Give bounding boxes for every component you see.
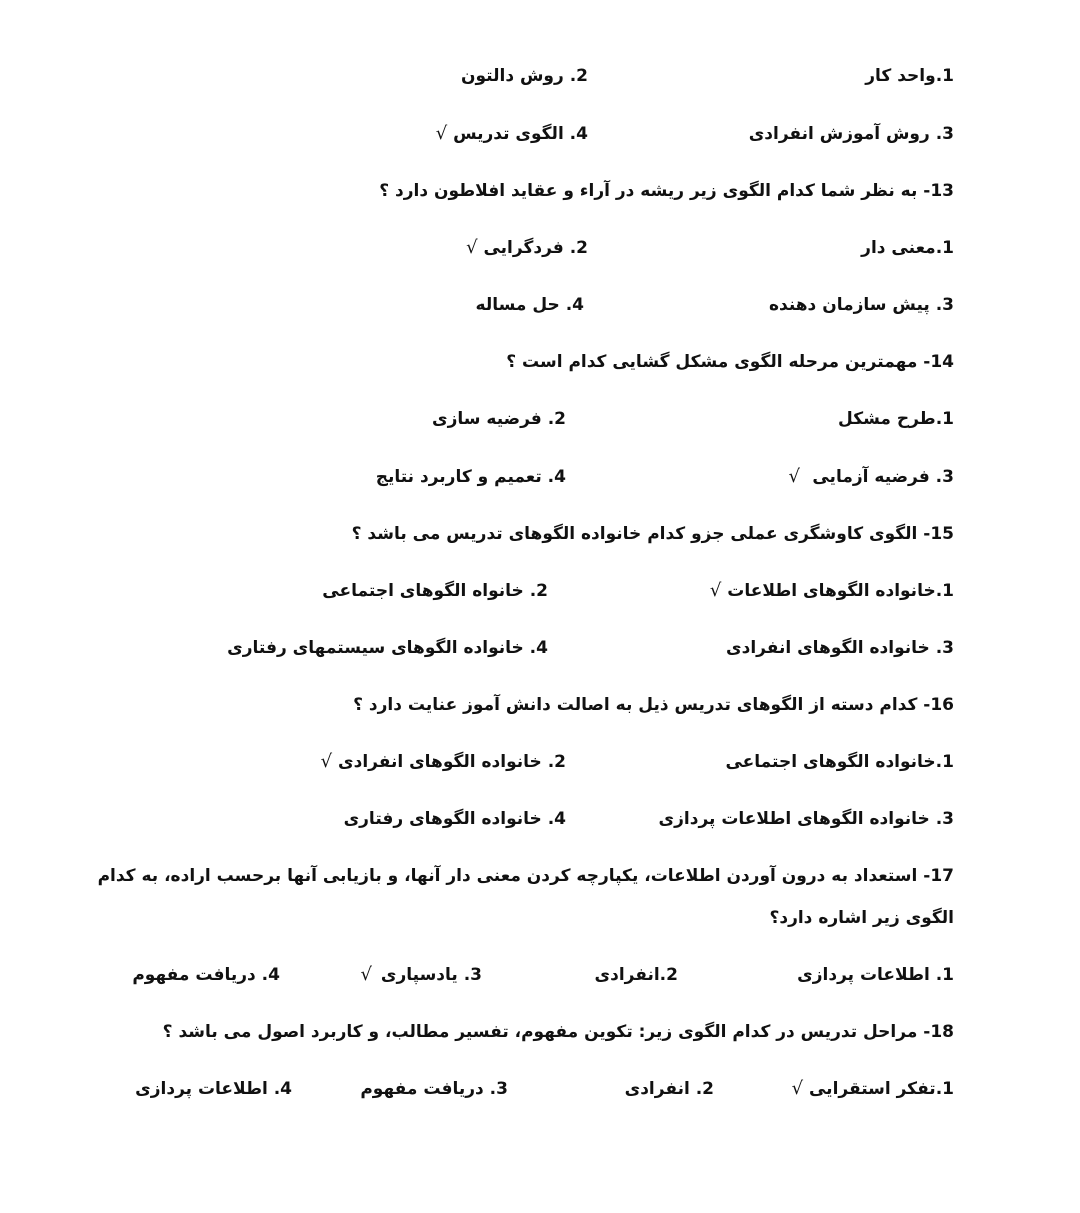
q17-question-line-1: 17- استعداد به درون آوردن اطلاعات، یکپارچه کردن معنی دار آنها، و بازیابی آنها برحسب اراده، به کدام xyxy=(97,866,954,886)
q18-question: 18- مراحل تدریس در کدام الگوی زیر: تکوین مفهوم، تفسیر مطالب، و کاربرد اصول می باشد ؟ xyxy=(162,1022,954,1042)
q14-option-2[interactable]: 2. فرضیه سازی xyxy=(432,409,566,429)
q14-option-4[interactable]: 4. تعمیم و کاربرد نتایج xyxy=(375,467,566,487)
q16-option-2-label: 2. خانواده الگوهای انفرادی xyxy=(338,752,566,772)
check-mark-icon: √ xyxy=(435,123,448,144)
q16-question: 16- کدام دسته از الگوهای تدریس ذیل به اصالت دانش آموز عنایت دارد ؟ xyxy=(353,695,954,715)
q15-option-1-label: 1.خانواده الگوهای اطلاعات xyxy=(727,581,954,601)
q16-option-3[interactable]: 3. خانواده الگوهای اطلاعات پردازی xyxy=(658,809,954,829)
q13-option-4[interactable]: 4. حل مساله xyxy=(475,295,584,315)
q13-question: 13- به نظر شما کدام الگوی زیر ریشه در آراء و عقاید افلاطون دارد ؟ xyxy=(379,181,954,201)
q16-option-2[interactable] xyxy=(321,742,566,782)
q14-question: 14- مهمترین مرحله الگوی مشکل گشایی کدام است ؟ xyxy=(506,352,954,372)
q17-option-2[interactable]: 2.انفرادی xyxy=(594,965,678,985)
q13-option-3[interactable]: 3. پیش سازمان دهنده xyxy=(768,295,954,315)
q12-row1 xyxy=(0,56,1080,96)
q12-option-4[interactable] xyxy=(436,114,588,154)
q13-option-1[interactable]: 1.معنی دار xyxy=(861,238,954,258)
q12-row2 xyxy=(0,114,1080,154)
q13-option-2-label: 2. فردگرایی xyxy=(483,238,588,258)
q12-option-1[interactable]: 1.واحد کار xyxy=(865,66,954,86)
q18-option-3[interactable]: 3. دریافت مفهوم xyxy=(360,1079,508,1099)
q12-option-3[interactable]: 3. روش آموزش انفرادی xyxy=(748,124,954,144)
q17-option-4[interactable]: 4. دریافت مفهوم xyxy=(132,965,280,985)
q16-row2 xyxy=(0,799,1080,839)
q14-row1 xyxy=(0,399,1080,439)
q13-row2 xyxy=(0,285,1080,325)
q13-row1 xyxy=(0,228,1080,268)
q15-question: 15- الگوی کاوشگری عملی جزو کدام خانواده الگوهای تدریس می باشد ؟ xyxy=(351,524,954,544)
q16-row1 xyxy=(0,742,1080,782)
q15-option-4[interactable]: 4. خانواده الگوهای سیستمهای رفتاری xyxy=(227,638,548,658)
q15-row1 xyxy=(0,571,1080,611)
q18-options-row xyxy=(0,1069,1080,1109)
check-mark-icon: √ xyxy=(788,466,800,487)
q18-option-4[interactable]: 4. اطلاعات پردازی xyxy=(135,1079,292,1099)
q17-options-row xyxy=(0,955,1080,995)
check-mark-icon: √ xyxy=(791,1078,804,1099)
q18-option-1[interactable] xyxy=(792,1069,954,1109)
q14-row2 xyxy=(0,457,1080,497)
q14-option-1[interactable]: 1.طرح مشکل xyxy=(838,409,954,429)
check-mark-icon: √ xyxy=(466,237,478,258)
q17-question-line-2: الگوی زیر اشاره دارد؟ xyxy=(769,908,954,928)
check-mark-icon: √ xyxy=(360,964,372,985)
q13-option-2[interactable] xyxy=(466,228,588,268)
q18-option-2[interactable]: 2. انفرادی xyxy=(624,1079,714,1099)
q18-option-1-label: 1.تفکر استقرایی xyxy=(808,1079,954,1099)
q17-option-3[interactable]: 3. یادسپاری xyxy=(380,965,482,985)
q16-option-4[interactable]: 4. خانواده الگوهای رفتاری xyxy=(343,809,566,829)
check-mark-icon: √ xyxy=(709,580,722,601)
q17-option-1[interactable]: 1. اطلاعات پردازی xyxy=(797,965,954,985)
q12-option-2[interactable]: 2. روش دالتون xyxy=(461,66,588,86)
q15-option-2[interactable]: 2. خانواه الگوهای اجتماعی xyxy=(322,581,548,601)
q12-option-4-label: 4. الگوی تدریس xyxy=(453,124,588,144)
q14-option-3[interactable]: 3. فرضیه آزمایی xyxy=(812,467,954,487)
q15-row2 xyxy=(0,628,1080,668)
q15-option-1[interactable] xyxy=(710,571,954,611)
check-mark-icon: √ xyxy=(320,751,333,772)
q16-option-1[interactable]: 1.خانواده الگوهای اجتماعی xyxy=(725,752,954,772)
q15-option-3[interactable]: 3. خانواده الگوهای انفرادی xyxy=(726,638,954,658)
